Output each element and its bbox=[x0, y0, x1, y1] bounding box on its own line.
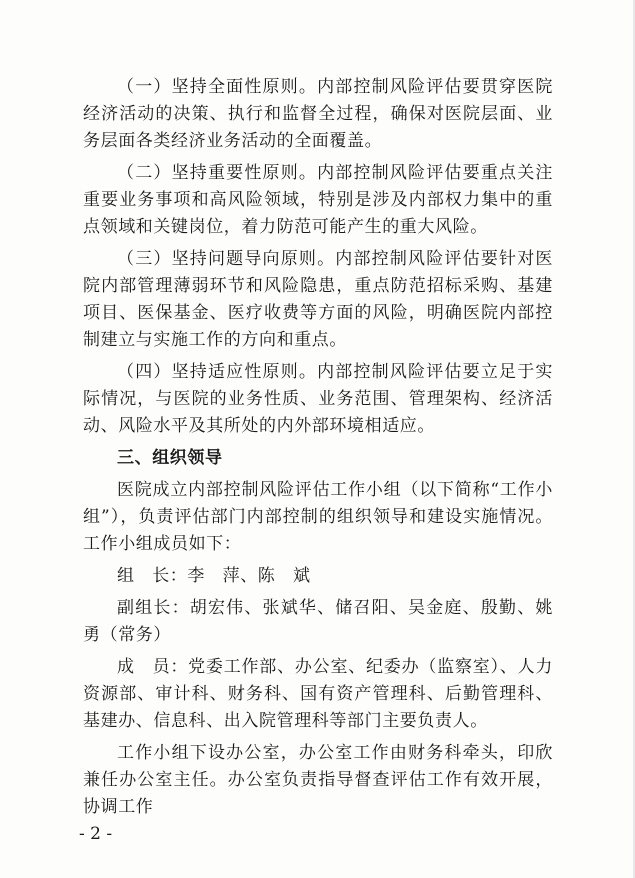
group-deputy-leader: 副组长：胡宏伟、张斌华、储召阳、吴金庭、殷勤、姚勇（常务） bbox=[83, 598, 553, 645]
principle-problem-oriented: （三）坚持问题导向原则。内部控制风险评估要针对医院内部管理薄弱环节和风险隐患，重点防范招标采购、基建项目、医保基金、医疗收费等方面的风险，明确医院内部控制建立与实施工作的方向和重点。 bbox=[83, 249, 553, 350]
group-office: 工作小组下设办公室，办公室工作由财务科牵头，印欣兼任办公室主任。办公室负责指导督查评估工作有效开展，协调工作 bbox=[83, 743, 553, 817]
principle-adaptability: （四）坚持适应性原则。内部控制风险评估要立足于实际情况，与医院的业务性质、业务范围、管理架构、经济活动、风险水平及其所处的内外部环境相适应。 bbox=[83, 362, 553, 436]
section-heading: 三、组织领导 bbox=[117, 448, 223, 468]
document-body bbox=[83, 74, 553, 826]
working-group-intro: 医院成立内部控制风险评估工作小组（以下简称“工作小组”），负责评估部门内部控制的组织领导和建设实施情况。工作小组成员如下： bbox=[83, 480, 553, 554]
page-number: - 2 - bbox=[79, 824, 113, 844]
group-leader: 组 长：李 萍、陈 斌 bbox=[117, 566, 311, 586]
principle-importance: （二）坚持重要性原则。内部控制风险评估要重点关注重要业务事项和高风险领域，特别是涉及内部权力集中的重点领域和关键岗位，着力防范可能产生的重大风险。 bbox=[83, 163, 553, 237]
group-members: 成 员：党委工作部、办公室、纪委办（监察室）、人力资源部、审计科、财务科、国有资产管理科、后勤管理科、基建办、信息科、出入院管理科等部门主要负责人。 bbox=[83, 657, 553, 731]
principle-comprehensive: （一）坚持全面性原则。内部控制风险评估要贯穿医院经济活动的决策、执行和监督全过程，确保对医院层面、业务层面各类经济业务活动的全面覆盖。 bbox=[83, 77, 553, 151]
